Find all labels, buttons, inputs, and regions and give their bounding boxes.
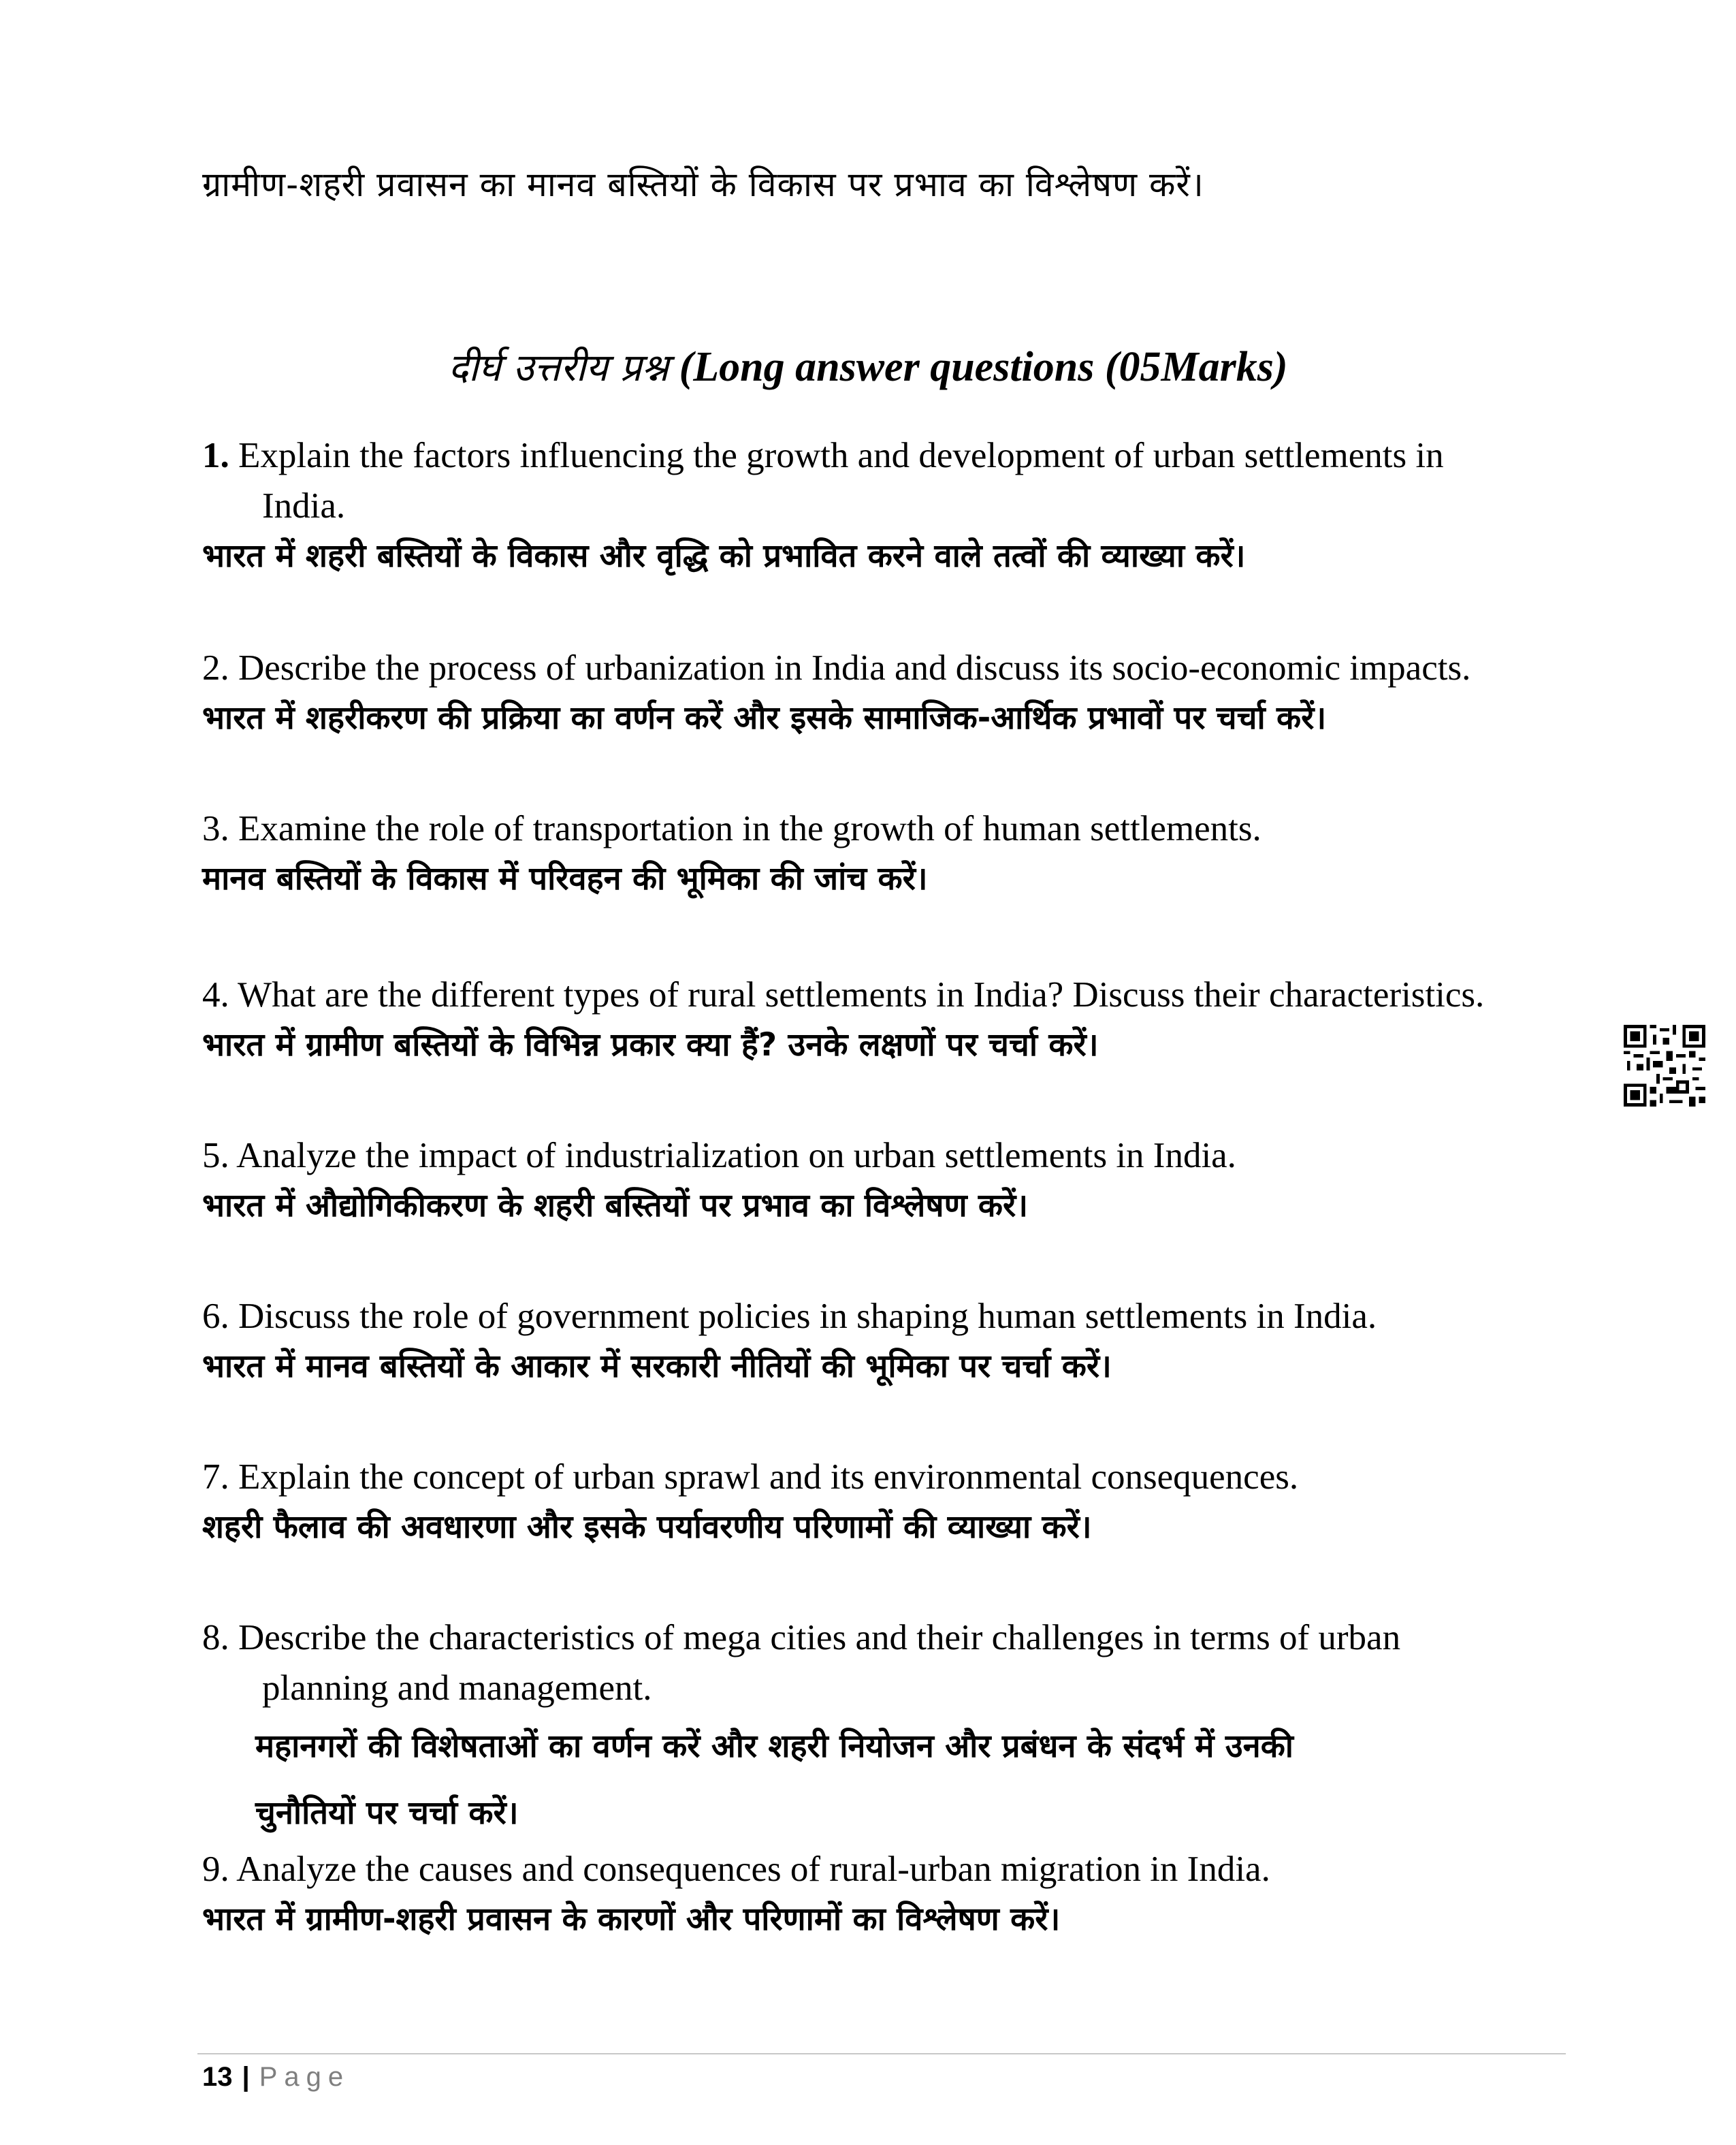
question-text-continued: India.	[262, 486, 346, 526]
question-english	[202, 1291, 1571, 1341]
question-text: Describe the characteristics of mega cities and their challenges in terms of urban	[229, 1618, 1401, 1657]
question-english	[202, 643, 1571, 693]
question-number: 6.	[202, 1297, 229, 1336]
question-english	[202, 1452, 1571, 1502]
question-hindi-line: चुनौतियों पर चर्चा करें।	[255, 1794, 519, 1832]
page-footer	[202, 2062, 350, 2093]
question-6	[202, 1291, 1571, 1392]
question-english	[202, 1844, 1571, 1894]
section-heading-hindi: दीर्घ उत्तरीय प्रश्न	[448, 346, 669, 390]
question-1	[202, 430, 1571, 582]
question-number: 4.	[202, 975, 229, 1015]
question-text: Analyze the impact of industrialization on urban settlements in India.	[229, 1136, 1236, 1175]
question-text: Discuss the role of government policies in shaping human settlements in India.	[229, 1297, 1377, 1336]
question-text-continued: planning and management.	[262, 1668, 652, 1708]
question-hindi: शहरी फैलाव की अवधारणा और इसके पर्यावरणीय परिणामों की व्याख्या करें।	[202, 1508, 1092, 1546]
question-3	[202, 804, 1571, 904]
question-number: 7.	[202, 1457, 229, 1497]
question-text: What are the different types of rural settlements in India? Discuss their characteristics.	[229, 975, 1485, 1015]
question-hindi-line: महानगरों की विशेषताओं का वर्णन करें और शहरी नियोजन और प्रबंधन के संदर्भ में उनकी	[255, 1728, 1293, 1765]
question-hindi: भारत में शहरी बस्तियों के विकास और वृद्धि को प्रभावित करने वाले तत्वों की व्याख्या करें।	[202, 537, 1246, 575]
question-number: 5.	[202, 1136, 229, 1175]
question-2	[202, 643, 1571, 744]
question-9	[202, 1844, 1571, 1945]
question-4	[202, 970, 1571, 1070]
footer-divider	[197, 2053, 1566, 2054]
question-text: Analyze the causes and consequences of rural-urban migration in India.	[229, 1849, 1270, 1889]
section-heading-english: (Long answer questions (05Marks)	[679, 344, 1288, 390]
question-text: Explain the concept of urban sprawl and its environmental consequences.	[229, 1457, 1299, 1497]
question-number: 3.	[202, 809, 229, 848]
question-english	[202, 970, 1571, 1020]
question-hindi	[202, 1713, 1571, 1847]
question-text: Describe the process of urbanization in India and discuss its socio-economic impacts.	[229, 648, 1471, 688]
question-hindi: भारत में शहरीकरण की प्रक्रिया का वर्णन करें और इसके सामाजिक-आर्थिक प्रभावों पर चर्चा करें।	[202, 699, 1327, 737]
question-number: 9.	[202, 1849, 229, 1889]
qr-code-icon	[1624, 1025, 1705, 1107]
question-english	[202, 804, 1571, 854]
question-hindi: भारत में मानव बस्तियों के आकार में सरकारी नीतियों की भूमिका पर चर्चा करें।	[202, 1348, 1112, 1385]
question-5	[202, 1130, 1571, 1231]
question-hindi: भारत में ग्रामीण-शहरी प्रवासन के कारणों और परिणामों का विश्लेषण करें।	[202, 1901, 1061, 1938]
section-heading	[0, 340, 1736, 392]
question-number: 8.	[202, 1618, 229, 1657]
question-hindi: मानव बस्तियों के विकास में परिवहन की भूमिका की जांच करें।	[202, 860, 928, 897]
question-english	[202, 1612, 1571, 1713]
question-8	[202, 1612, 1571, 1847]
question-hindi: भारत में औद्योगिकीकरण के शहरी बस्तियों पर प्रभाव का विश्लेषण करें।	[202, 1187, 1029, 1224]
question-english	[202, 1130, 1571, 1181]
question-text: Examine the role of transportation in the growth of human settlements.	[229, 809, 1261, 848]
intro-line: ग्रामीण-शहरी प्रवासन का मानव बस्तियों के विकास पर प्रभाव का विश्लेषण करें।	[202, 165, 1204, 204]
question-number: 2.	[202, 648, 229, 688]
page-number: 13	[202, 2062, 233, 2092]
question-english	[202, 430, 1571, 531]
question-text: Explain the factors influencing the growth and development of urban settlements in	[229, 436, 1444, 475]
footer-separator: |	[242, 2062, 250, 2092]
question-number: 1.	[202, 436, 229, 475]
question-hindi: भारत में ग्रामीण बस्तियों के विभिन्न प्रकार क्या हैं? उनके लक्षणों पर चर्चा करें।	[202, 1026, 1099, 1064]
question-7	[202, 1452, 1571, 1553]
page-label: Page	[259, 2062, 351, 2092]
